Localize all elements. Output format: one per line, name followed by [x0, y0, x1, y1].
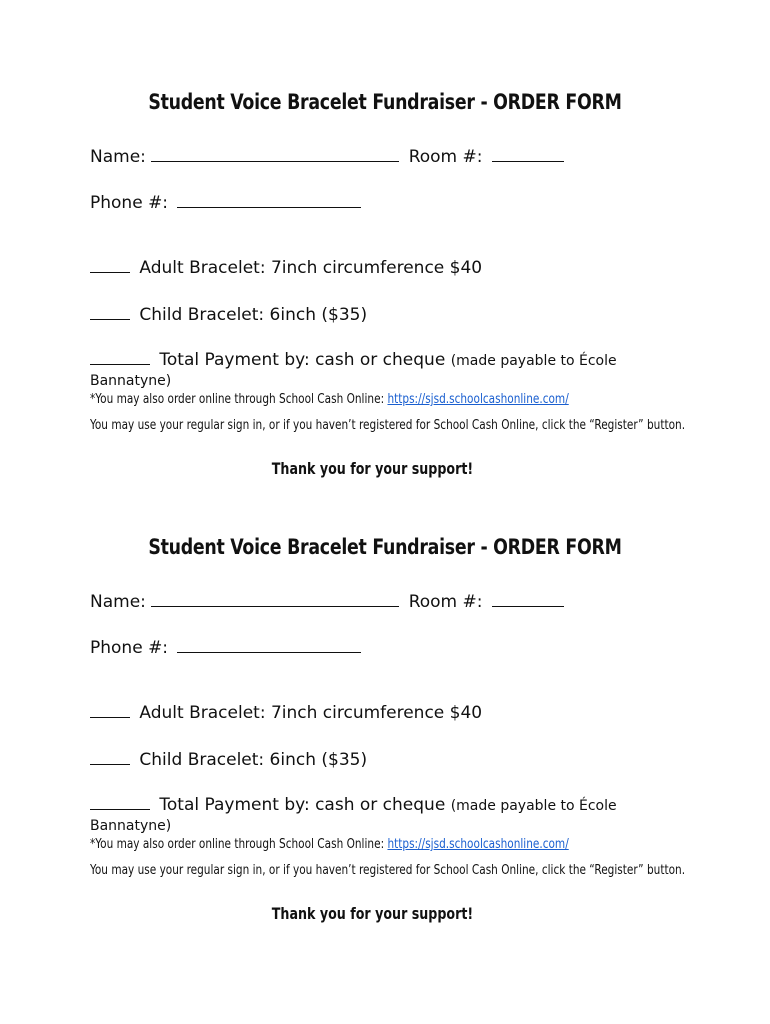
phone-blank[interactable] [177, 193, 361, 208]
register-note: You may use your regular sign in, or if you haven’t registered for School Cash Online, click the “Register” button. [90, 863, 686, 878]
child-quantity-blank[interactable] [90, 305, 130, 320]
payable-note: (made payable to École [450, 353, 617, 369]
total-payment-row [90, 795, 617, 815]
thank-you-text: Thank you for your support! [271, 459, 474, 478]
name-label: Name: [90, 592, 146, 612]
adult-bracelet-row [90, 258, 482, 278]
online-order-text: *You may also order online through School Cash Online: [90, 392, 385, 407]
room-label: Room #: [408, 592, 483, 612]
thank-you-text: Thank you for your support! [271, 904, 474, 923]
room-blank[interactable] [492, 592, 564, 607]
child-bracelet-label: Child Bracelet: 6inch ($35) [139, 750, 368, 770]
adult-bracelet-label: Adult Bracelet: 7inch circumference $40 [139, 703, 483, 723]
payable-note-continued: Bannatyne) [90, 373, 172, 389]
child-bracelet-label: Child Bracelet: 6inch ($35) [139, 305, 368, 325]
online-order-text: *You may also order online through School Cash Online: [90, 837, 385, 852]
phone-row [90, 193, 365, 213]
school-cash-online-link[interactable]: https://sjsd.schoolcashonline.com/ [387, 837, 569, 852]
online-order-note [90, 837, 569, 852]
adult-quantity-blank[interactable] [90, 258, 130, 273]
adult-quantity-blank[interactable] [90, 703, 130, 718]
phone-blank[interactable] [177, 638, 361, 653]
form-title: Student Voice Bracelet Fundraiser - ORDER FORM [148, 90, 622, 114]
phone-label: Phone #: [90, 638, 169, 658]
online-order-note [90, 392, 569, 407]
payable-note-continued: Bannatyne) [90, 818, 172, 834]
phone-row [90, 638, 365, 658]
phone-label: Phone #: [90, 193, 169, 213]
register-note: You may use your regular sign in, or if you haven’t registered for School Cash Online, click the “Register” button. [90, 418, 686, 433]
adult-bracelet-label: Adult Bracelet: 7inch circumference $40 [139, 258, 483, 278]
total-payment-row [90, 350, 617, 370]
name-label: Name: [90, 147, 146, 167]
room-label: Room #: [408, 147, 483, 167]
total-payment-blank[interactable] [90, 350, 150, 365]
payable-note: (made payable to École [450, 798, 617, 814]
name-blank[interactable] [151, 592, 399, 607]
school-cash-online-link[interactable]: https://sjsd.schoolcashonline.com/ [387, 392, 569, 407]
total-payment-label: Total Payment by: cash or cheque [159, 350, 446, 370]
name-row [90, 592, 568, 612]
name-row [90, 147, 568, 167]
name-blank[interactable] [151, 147, 399, 162]
total-payment-blank[interactable] [90, 795, 150, 810]
total-payment-label: Total Payment by: cash or cheque [159, 795, 446, 815]
form-title: Student Voice Bracelet Fundraiser - ORDER FORM [148, 535, 622, 559]
adult-bracelet-row [90, 703, 482, 723]
child-bracelet-row [90, 750, 367, 770]
child-quantity-blank[interactable] [90, 750, 130, 765]
child-bracelet-row [90, 305, 367, 325]
room-blank[interactable] [492, 147, 564, 162]
